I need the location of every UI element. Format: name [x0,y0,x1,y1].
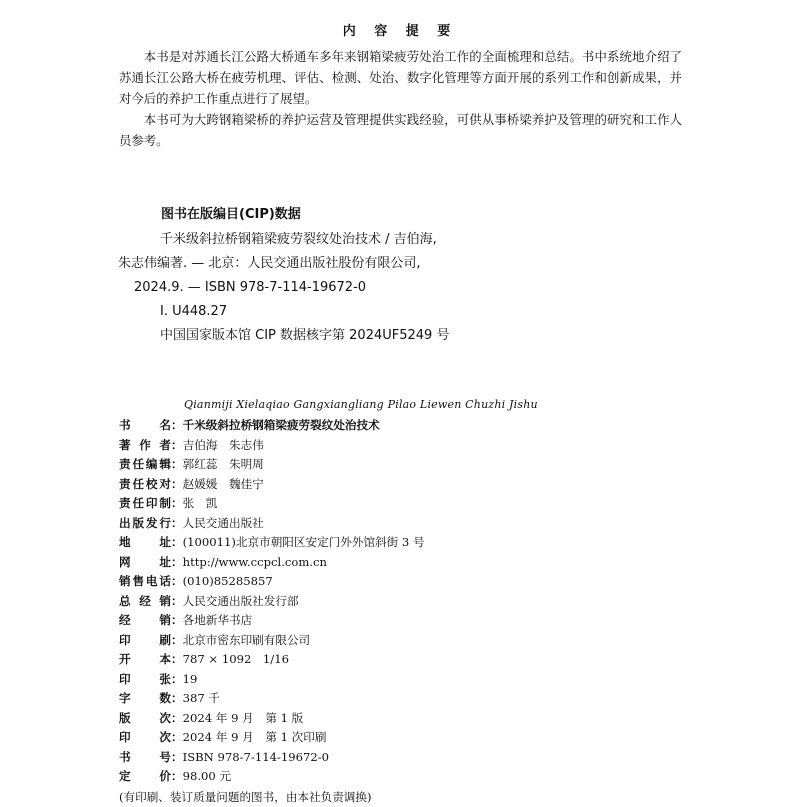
cip-line: Ⅰ. U448.27 [160,304,228,319]
row-label: 字数 [119,691,171,705]
summary-section [119,46,682,151]
row-label: 责任校对 [119,476,171,491]
colophon-row-isbn: 书号 ： ISBN 978-7-114-19672-0 [119,748,679,768]
row-value: 98.00 元 [182,769,232,783]
row-label: 总经销 [119,593,171,608]
row-label: 责任编辑 [119,457,171,471]
pinyin-title: Qianmiji Xielaqiao Gangxiangliang Pilao Liewen Chuzhi Jishu [184,398,538,411]
colophon-row-price: 定价 ： 98.00 元 [119,767,679,787]
row-value: (010)85285857 [182,574,273,588]
colophon-row-sellers: 经销 ： 各地新华书店 [119,611,679,631]
row-value: (100011)北京市朝阳区安定门外外馆斜街 3 号 [182,535,425,549]
colophon-row-impression: 印次 ： 2024 年 9 月 第 1 次印刷 [119,728,679,748]
row-label: 印刷 [119,632,171,647]
row-value: 千米级斜拉桥钢箱梁疲劳裂纹处治技术 [182,418,380,432]
colophon-row-edition: 版次 ： 2024 年 9 月 第 1 版 [119,709,679,729]
colophon-row-printer: 印刷 ： 北京市密东印刷有限公司 [119,631,679,651]
row-label: 版次 [119,710,171,725]
colophon-row-address: 地址 ： (100011)北京市朝阳区安定门外外馆斜街 3 号 [119,533,679,553]
row-value: 郭红蕊 朱明周 [182,457,264,471]
cip-line: 2024.9. — ISBN 978-7-114-19672-0 [134,280,367,295]
row-label: 网址 [119,554,171,569]
colophon-row-word-count: 字数 ： 387 千 [119,689,679,709]
row-value: 2024 年 9 月 第 1 版 [182,710,304,725]
row-value: 北京市密东印刷有限公司 [182,632,311,647]
row-label: 出版发行 [119,515,171,530]
row-label: 印次 [119,730,171,744]
row-value: 吉伯海 朱志伟 [182,437,264,452]
colophon-row-print-supervisor: 责任印制 ： 张 凯 [119,494,679,514]
row-value: 人民交通出版社 [182,515,264,530]
quality-note: (有印刷、装订质量问题的图书，由本社负责调换) [119,789,372,804]
colophon-row-proofreader: 责任校对 ： 赵媛媛 魏佳宁 [119,475,679,495]
cip-data-block [118,228,538,348]
row-label: 经销 [119,613,171,627]
colophon-row-editor: 责任编辑 ： 郭红蕊 朱明周 [119,455,679,475]
colophon-row-sheets: 印张 ： 19 [119,670,679,690]
colophon-row-sales-phone: 销售电话 ： (010)85285857 [119,572,679,592]
colophon-row-publisher: 出版发行 ： 人民交通出版社 [119,514,679,534]
row-value: 19 [182,671,198,686]
row-value: 赵媛媛 魏佳宁 [182,476,264,491]
row-value: 各地新华书店 [182,613,253,627]
colophon-row-author: 著作者 ： 吉伯海 朱志伟 [119,436,679,456]
cip-line: 中国国家版本馆 CIP 数据核字第 2024UF5249 号 [160,328,450,343]
colophon-row-distributor: 总经销 ： 人民交通出版社发行部 [119,592,679,612]
row-value: 张 凯 [182,496,218,510]
row-label: 定价 [119,769,171,783]
row-value: http://www.ccpcl.com.cn [182,554,328,569]
row-label: 书号 [119,749,171,764]
row-label: 开本 [119,652,171,666]
colophon-table [119,416,679,807]
row-label: 销售电话 [119,574,171,588]
row-label: 责任印制 [119,496,171,510]
colophon-row-website: 网址 ： http://www.ccpcl.com.cn [119,553,679,573]
row-value: 人民交通出版社发行部 [182,593,299,608]
row-value: ISBN 978-7-114-19672-0 [182,749,330,764]
row-label: 地址 [119,535,171,549]
row-value: 387 千 [182,691,221,705]
colophon-row-title: 书名 ： 千米级斜拉桥钢箱梁疲劳裂纹处治技术 [119,416,679,436]
summary-paragraph: 本书是对苏通长江公路大桥通车多年来钢箱梁疲劳处治工作的全面梳理和总结。书中系统地介绍了苏通长江公路大桥在疲劳机理、评估、检测、处治、数字化管理等方面开展的系列工作和创新成果，并对今后的养护工作重点进行了展望。 [119,49,682,106]
row-value: 2024 年 9 月 第 1 次印刷 [182,730,327,744]
summary-paragraph: 本书可为大跨钢箱梁桥的养护运营及管理提供实践经验，可供从事桥梁养护及管理的研究和工作人员参考。 [119,112,682,148]
row-label: 书名 [119,418,171,432]
cip-line: 千米级斜拉桥钢箱梁疲劳裂纹处治技术 / 吉伯海, [160,232,437,247]
row-label: 著作者 [119,437,171,452]
colophon-row-format: 开本 ： 787 × 1092 1/16 [119,650,679,670]
row-value: 787 × 1092 1/16 [182,652,289,666]
cip-heading: 图书在版编目(CIP)数据 [161,207,301,222]
summary-title: 内 容 提 要 [342,24,458,39]
cip-line: 朱志伟编著. — 北京：人民交通出版社股份有限公司, [118,256,421,271]
row-label: 印张 [119,671,171,686]
